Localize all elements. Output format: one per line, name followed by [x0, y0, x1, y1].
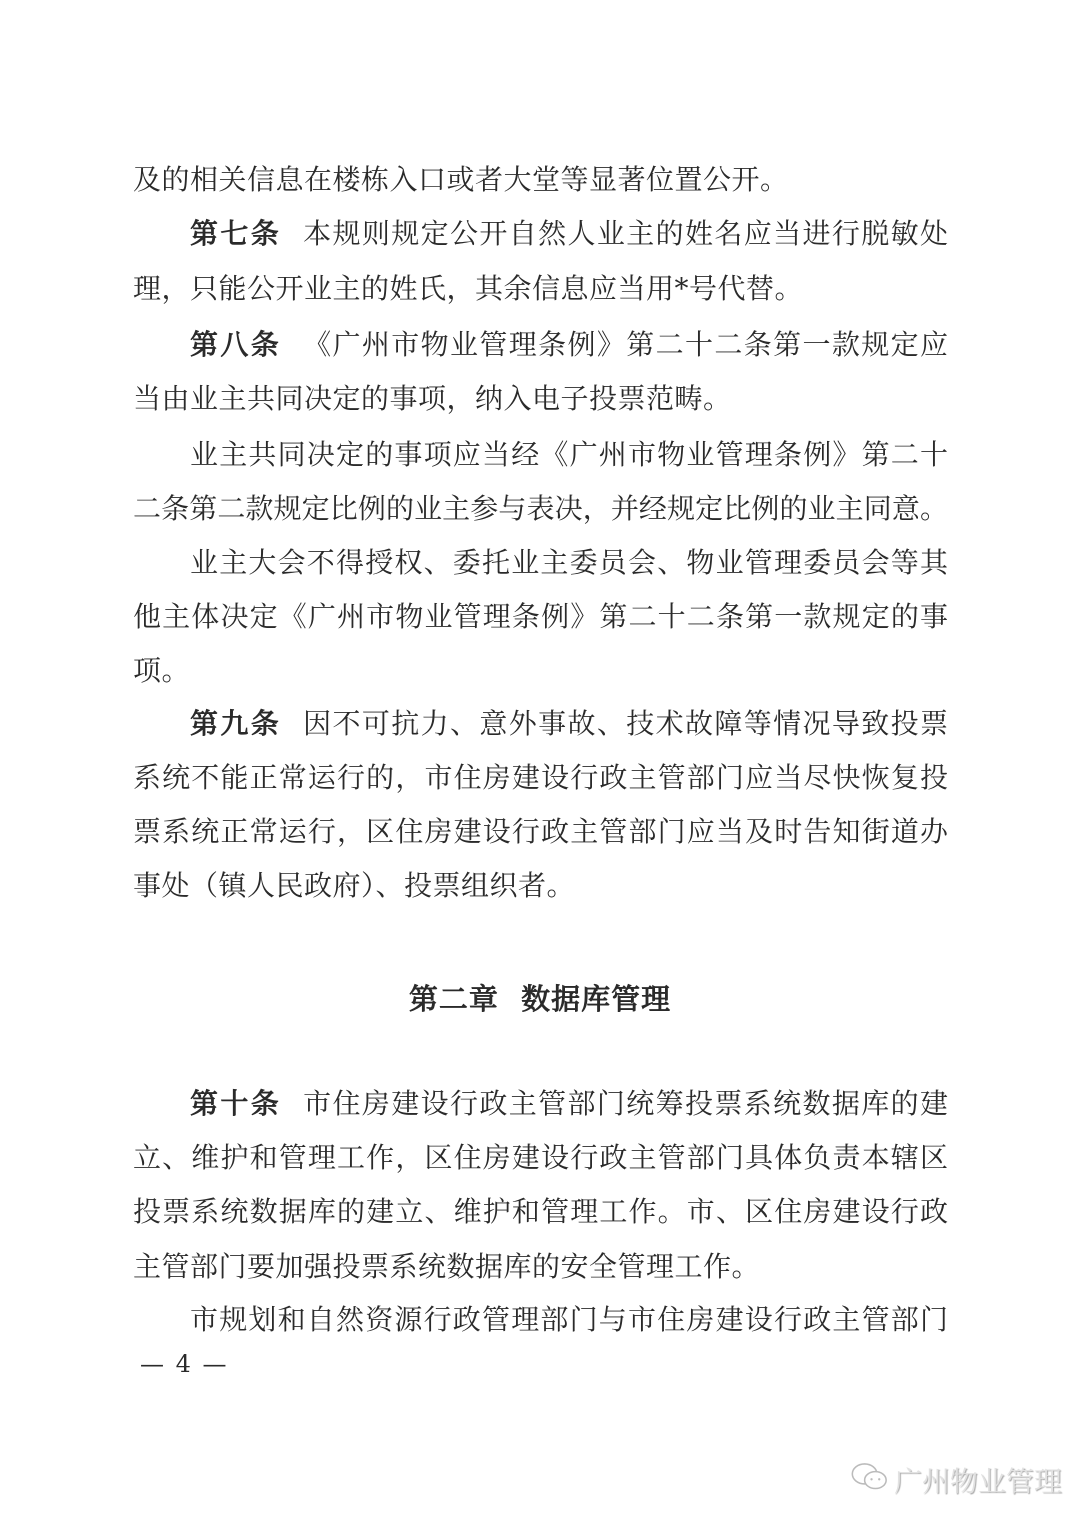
article-label: 第十条 [190, 1087, 282, 1120]
text-line: 当由业主共同决定的事项，纳入电子投票范畴。 [133, 382, 732, 415]
article-8-line: 第八条 《广州市物业管理条例》第二十二条第一款规定应 [190, 328, 948, 361]
text-line: 业主共同决定的事项应当经《广州市物业管理条例》第二十 [190, 438, 948, 471]
chapter-heading: 第二章 数据库管理 [408, 982, 672, 1016]
text-line: 投票系统数据库的建立、维护和管理工作。市、区住房建设行政 [133, 1195, 948, 1228]
text-line: 他主体决定《广州市物业管理条例》第二十二条第一款规定的事 [133, 600, 948, 633]
page-number: — 4 — [140, 1350, 229, 1378]
text-line: 市规划和自然资源行政管理部门与市住房建设行政主管部门 [190, 1303, 948, 1336]
text-line: 立、维护和管理工作，区住房建设行政主管部门具体负责本辖区 [133, 1141, 948, 1174]
article-9-line: 第九条 因不可抗力、意外事故、技术故障等情况导致投票 [190, 707, 948, 740]
text-line: 项。 [133, 654, 191, 687]
watermark-text: 广州物业管理 [894, 1465, 1063, 1498]
text-line: 及的相关信息在楼栋入口或者大堂等显著位置公开。 [133, 163, 789, 196]
text-line: 系统不能正常运行的，市住房建设行政主管部门应当尽快恢复投 [133, 761, 948, 794]
text-line: 主管部门要加强投票系统数据库的安全管理工作。 [133, 1250, 761, 1283]
text-line: 事处（镇人民政府）、投票组织者。 [133, 869, 576, 902]
article-label: 第八条 [190, 328, 282, 361]
text-line: 理，只能公开业主的姓氏，其余信息应当用*号代替。 [133, 272, 804, 305]
watermark [850, 1460, 1062, 1500]
article-7-line: 第七条 本规则规定公开自然人业主的姓名应当进行脱敏处 [190, 217, 948, 250]
wechat-icon [850, 1461, 890, 1500]
text-line: 二条第二款规定比例的业主参与表决，并经规定比例的业主同意。 [133, 492, 948, 525]
text-line: 业主大会不得授权、委托业主委员会、物业管理委员会等其 [190, 546, 948, 579]
article-label: 第九条 [190, 707, 282, 740]
article-label: 第七条 [190, 217, 282, 250]
text-line: 票系统正常运行，区住房建设行政主管部门应当及时告知街道办 [133, 815, 948, 848]
article-10-line: 第十条 市住房建设行政主管部门统筹投票系统数据库的建 [190, 1087, 948, 1120]
